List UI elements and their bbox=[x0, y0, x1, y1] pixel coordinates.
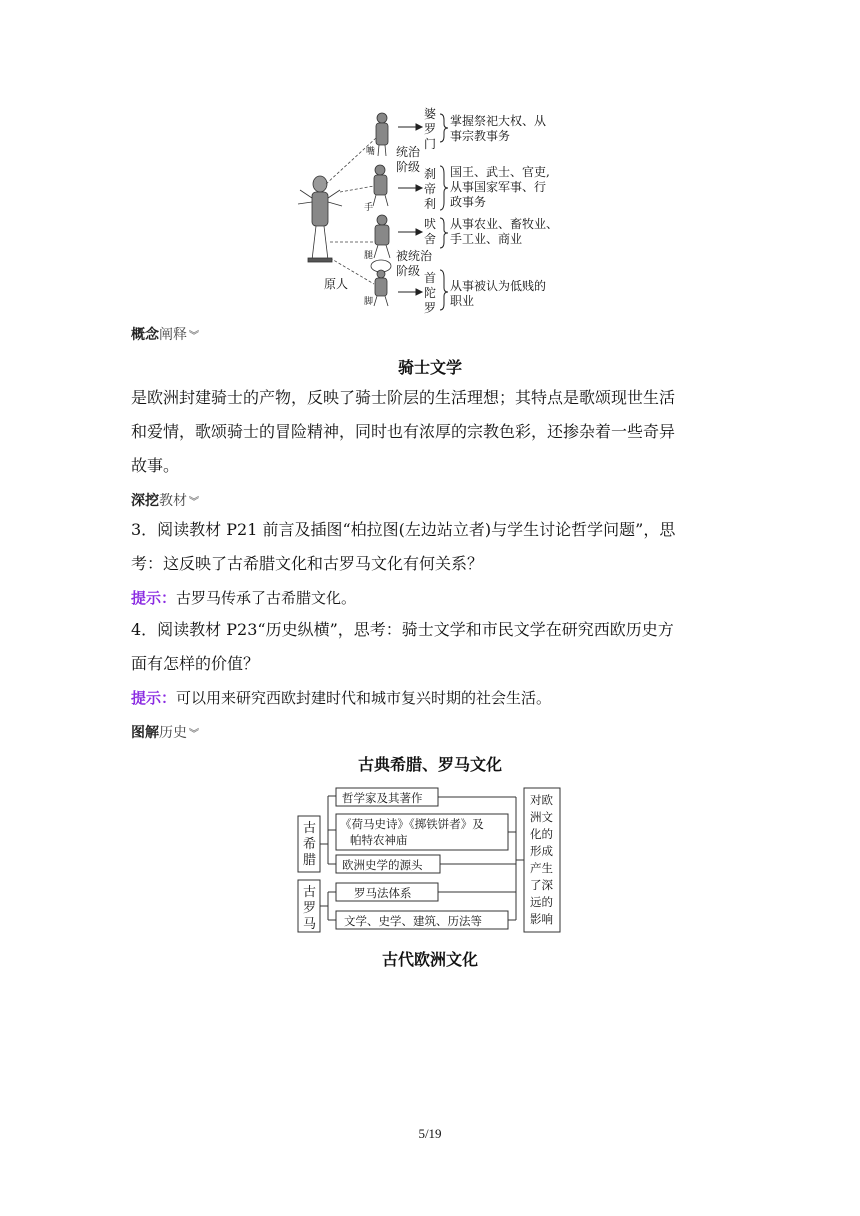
ruling-label-1: 统治 bbox=[396, 145, 421, 159]
concept-title: 骑士文学 bbox=[397, 358, 462, 377]
chevron-down-icon: ︾ bbox=[189, 331, 199, 342]
caste-diagram bbox=[290, 102, 580, 318]
hint-3-tag: 提示： bbox=[131, 589, 177, 607]
impact-line-8: 影响 bbox=[530, 912, 553, 926]
greece-item-homer-line-1: 《荷马史诗》《掷铁饼者》及 bbox=[340, 817, 484, 831]
impact-line-6: 了深 bbox=[530, 878, 553, 892]
kshatriya-char-1: 刹 bbox=[424, 167, 437, 181]
impact-line-1: 对欧 bbox=[530, 793, 553, 807]
impact-line-2: 洲文 bbox=[530, 810, 553, 824]
rome-char-2: 罗 bbox=[303, 901, 317, 916]
section-label-graph bbox=[131, 722, 199, 742]
brahmin-char-2: 罗 bbox=[424, 122, 437, 136]
section-label-dig-light: 教材 bbox=[159, 493, 187, 509]
kshatriya-desc-1: 国王、武士、官吏, bbox=[450, 165, 550, 179]
question-4-line-2: 面有怎样的价值？ bbox=[131, 654, 260, 673]
shudra-desc-2: 职业 bbox=[450, 294, 475, 308]
chevron-down-icon: ︾ bbox=[189, 729, 199, 740]
kshatriya-char-2: 帝 bbox=[424, 182, 437, 196]
impact-line-3: 化的 bbox=[530, 827, 553, 841]
impact-line-5: 产生 bbox=[530, 861, 553, 875]
rome-item-culture: 文学、史学、建筑、历法等 bbox=[344, 914, 482, 928]
question-3-line-2: 考：这反映了古希腊文化和古罗马文化有何关系？ bbox=[131, 554, 484, 573]
brahmin-figure bbox=[376, 113, 388, 156]
greece-item-historiography: 欧洲史学的源头 bbox=[342, 858, 423, 872]
concept-line-1: 是欧洲封建骑士的产物，反映了骑士阶层的生活理想；其特点是歌颂现世生活 bbox=[131, 388, 676, 407]
shudra-char-2: 陀 bbox=[424, 286, 437, 300]
shudra-char-1: 首 bbox=[424, 271, 437, 285]
ruling-label-2: 阶级 bbox=[396, 160, 421, 174]
part-leg-label: 腿 bbox=[364, 251, 374, 261]
kshatriya-char-3: 利 bbox=[424, 197, 437, 211]
impact-line-4: 形成 bbox=[530, 844, 553, 858]
question-4 bbox=[131, 613, 737, 681]
brahmin-char-3: 门 bbox=[424, 137, 437, 151]
shudra-char-3: 罗 bbox=[424, 301, 437, 315]
hint-4-text: 可以用来研究西欧封建时代和城市复兴时期的社会生活。 bbox=[176, 689, 552, 707]
ruled-label-1: 被统治 bbox=[396, 249, 433, 263]
brahmin-char-1: 婆 bbox=[424, 107, 437, 121]
section-label-concept bbox=[131, 324, 199, 344]
kshatriya-figure bbox=[373, 165, 388, 206]
chevron-down-icon: ︾ bbox=[189, 497, 199, 508]
question-3-line-1: 3．阅读教材 P21 前言及插图“柏拉图(左边站立者)与学生讨论哲学问题”，思 bbox=[131, 520, 676, 539]
greece-char-2: 希 bbox=[303, 837, 317, 852]
vaishya-desc-1: 从事农业、畜牧业、 bbox=[450, 217, 559, 231]
kshatriya-desc-3: 政事务 bbox=[450, 195, 487, 209]
concept-line-3: 故事。 bbox=[131, 456, 180, 475]
hint-3 bbox=[131, 587, 356, 608]
origin-label: 原人 bbox=[324, 277, 349, 291]
section-label-graph-bold: 图解 bbox=[131, 725, 159, 741]
section-label-dig-bold: 深挖 bbox=[131, 493, 159, 509]
question-4-line-1: 4．阅读教材 P23“历史纵横”，思考：骑士文学和市民文学在研究西欧历史方 bbox=[131, 620, 674, 639]
hint-4 bbox=[131, 687, 551, 708]
rome-char-1: 古 bbox=[303, 885, 317, 900]
part-foot-label: 脚 bbox=[364, 297, 374, 307]
graph-caption: 古代欧洲文化 bbox=[381, 950, 478, 969]
graph-title: 古典希腊、罗马文化 bbox=[357, 755, 502, 774]
greece-item-philosophers: 哲学家及其著作 bbox=[342, 791, 423, 805]
kshatriya-desc-2: 从事国家军事、行 bbox=[450, 180, 547, 194]
question-3 bbox=[131, 513, 737, 581]
vaishya-char-2: 舍 bbox=[424, 232, 437, 246]
impact-line-7: 远的 bbox=[530, 895, 553, 909]
brahmin-desc-1: 掌握祭祀大权、从 bbox=[450, 114, 547, 128]
shudra-figure bbox=[371, 260, 391, 306]
ruled-label-2: 阶级 bbox=[396, 264, 421, 278]
hint-4-tag: 提示： bbox=[131, 689, 177, 707]
brahmin-desc-2: 事宗教事务 bbox=[450, 129, 511, 143]
shudra-desc-1: 从事被认为低贱的 bbox=[450, 279, 547, 293]
section-label-dig bbox=[131, 490, 199, 510]
culture-diagram bbox=[296, 784, 566, 936]
rome-item-law: 罗马法体系 bbox=[354, 886, 412, 900]
page-number: 5/19 bbox=[418, 1126, 442, 1141]
section-label-concept-bold: 概念 bbox=[131, 327, 159, 343]
concept-paragraph bbox=[131, 381, 737, 483]
vaishya-figure bbox=[374, 215, 390, 258]
section-label-concept-light: 阐释 bbox=[159, 327, 187, 343]
rome-char-3: 马 bbox=[303, 917, 317, 932]
greece-char-3: 腊 bbox=[303, 853, 317, 868]
greece-char-1: 古 bbox=[303, 821, 317, 836]
hint-3-text: 古罗马传承了古希腊文化。 bbox=[176, 589, 357, 607]
section-label-graph-light: 历史 bbox=[159, 725, 187, 741]
part-hand-label: 手 bbox=[364, 203, 374, 213]
vaishya-desc-2: 手工业、商业 bbox=[450, 232, 523, 246]
purusha-figure bbox=[298, 176, 342, 262]
vaishya-char-1: 吠 bbox=[424, 217, 437, 231]
concept-line-2: 和爱情，歌颂骑士的冒险精神，同时也有浓厚的宗教色彩，还掺杂着一些奇异 bbox=[131, 422, 676, 441]
part-mouth-label: 嘴 bbox=[366, 147, 376, 157]
greece-item-homer-line-2: 帕特农神庙 bbox=[350, 833, 408, 847]
